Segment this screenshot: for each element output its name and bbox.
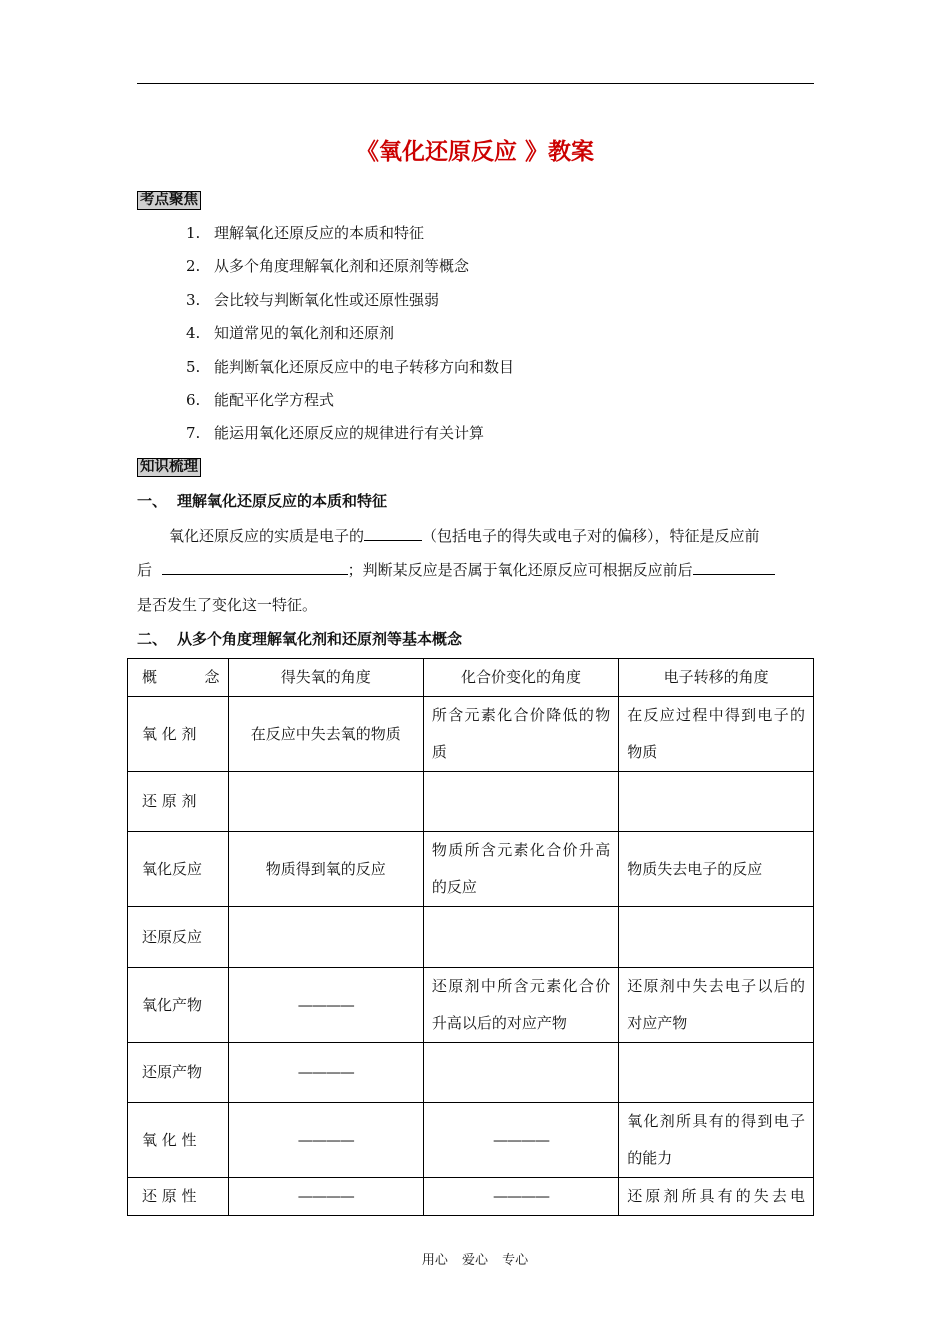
table-row: 还原反应 xyxy=(128,907,814,968)
page-footer: 用心 爱心 专心 xyxy=(421,1253,529,1268)
table-row: 氧化产物 ———— 还原剂中所含元素化合价升高以后的对应产物 还原剂中失去电子以后的对应产物 xyxy=(128,968,814,1043)
paragraph-line-1: 氧化还原反应的实质是电子的 （包括电子的得失或电子对的偏移），特征是反应前 xyxy=(137,523,814,546)
focus-list xyxy=(186,222,514,456)
paragraph-line-3: 是否发生了变化这一特征。 xyxy=(137,596,318,614)
list-item: 7. 能运用氧化还原反应的规律进行有关计算 xyxy=(186,424,485,443)
fill-blank[interactable] xyxy=(693,557,775,575)
paragraph-line-2: 后 ；判断某反应是否属于氧化还原反应可根据反应前后 xyxy=(137,557,814,580)
fill-blank[interactable] xyxy=(364,523,422,541)
section-heading-2: 二、 从多个角度理解氧化剂和还原剂等基本概念 xyxy=(137,630,463,648)
fill-blank[interactable] xyxy=(162,557,348,575)
focus-heading: 考点聚焦 xyxy=(137,191,201,210)
page-title: 《氧化还原反应 》教案 xyxy=(355,139,594,165)
table-row: 还原产物 ———— xyxy=(128,1043,814,1103)
list-item: 5. 能判断氧化还原反应中的电子转移方向和数目 xyxy=(186,357,515,376)
table-row: 还 原 性 ———— ———— 还原剂所具有的失去电 xyxy=(128,1178,814,1216)
list-item: 3. 会比较与判断氧化性或还原性强弱 xyxy=(186,290,440,309)
list-item: 4. 知道常见的氧化剂和还原剂 xyxy=(186,324,395,343)
table-row: 氧化反应 物质得到氧的反应 物质所含元素化合价升高的反应 物质失去电子的反应 xyxy=(128,832,814,907)
table-row: 氧 化 性 ———— ———— 氧化剂所具有的得到电子的能力 xyxy=(128,1103,814,1178)
list-item: 2. 从多个角度理解氧化剂和还原剂等概念 xyxy=(186,257,470,276)
list-item: 6. 能配平化学方程式 xyxy=(186,390,335,409)
concepts-table xyxy=(127,658,814,1216)
header-rule xyxy=(137,83,814,84)
table-row: 还 原 剂 xyxy=(128,772,814,832)
list-item: 1. 理解氧化还原反应的本质和特征 xyxy=(186,224,425,242)
table-row: 氧 化 剂 在反应中失去氧的物质 所含元素化合价降低的物质 在反应过程中得到电子的物质 xyxy=(128,697,814,772)
section-heading-1: 一、 理解氧化还原反应的本质和特征 xyxy=(137,492,388,510)
knowledge-heading: 知识梳理 xyxy=(137,458,201,477)
table-header-row: 概 念 得失氧的角度 化合价变化的角度 电子转移的角度 xyxy=(128,659,814,697)
